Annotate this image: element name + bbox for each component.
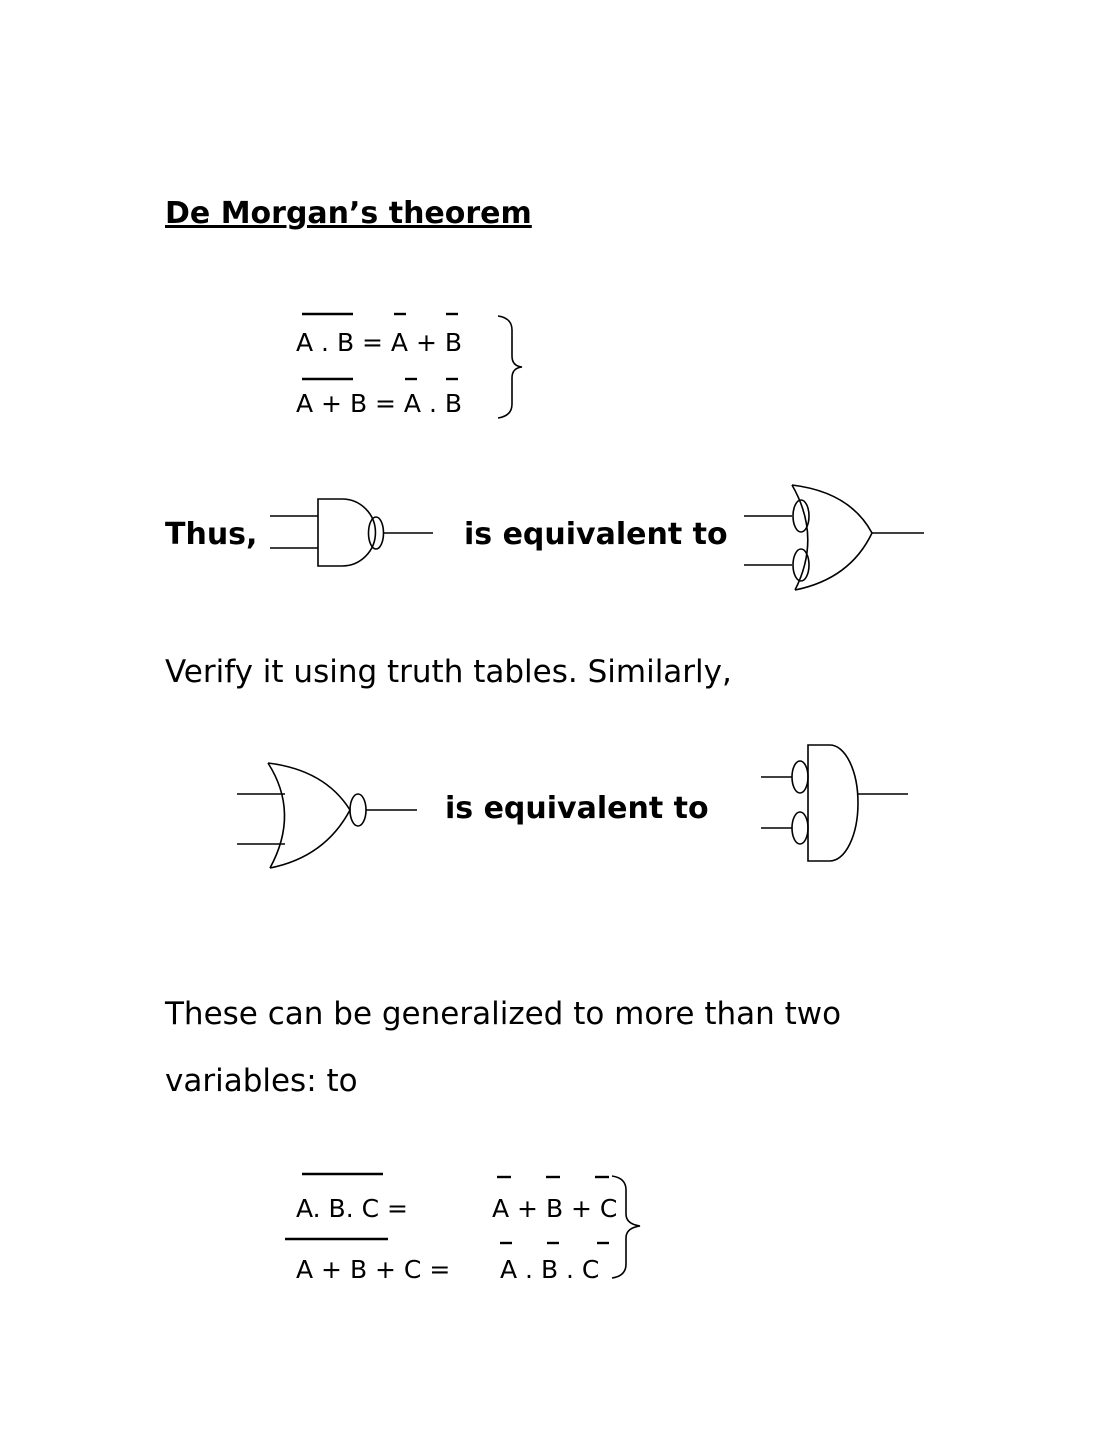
equation3-right-2: A . B . C [500,1255,600,1284]
brace-icon-2 [612,1176,640,1278]
equation-nor: A + B = A . B [296,389,463,418]
verify-text: Verify it using truth tables. Similarly, [165,654,732,690]
and-gate-inverted-inputs-icon [761,745,908,861]
equation3-left-2: A + B + C = [296,1255,451,1284]
generalize-text-line2: variables: to [165,1063,358,1099]
overbars-equation3-2 [285,1239,609,1243]
equation3-right-1: A + B + C [492,1194,618,1223]
equation-nand: A . B = A + B [296,328,463,357]
thus-label: Thus, [165,517,258,552]
equivalent-label-1: is equivalent to [464,517,728,552]
brace-icon [498,316,522,418]
nand-gate-icon [270,499,433,566]
nor-gate-icon [237,763,417,868]
overbars-equation3-1 [302,1174,609,1177]
or-gate-inverted-inputs-icon [744,485,924,590]
equation3-left-1: A. B. C = [296,1194,408,1223]
generalize-text-line1: These can be generalized to more than two [165,996,842,1032]
equivalent-label-2: is equivalent to [445,791,709,826]
page-title: De Morgan’s theorem [165,196,532,231]
